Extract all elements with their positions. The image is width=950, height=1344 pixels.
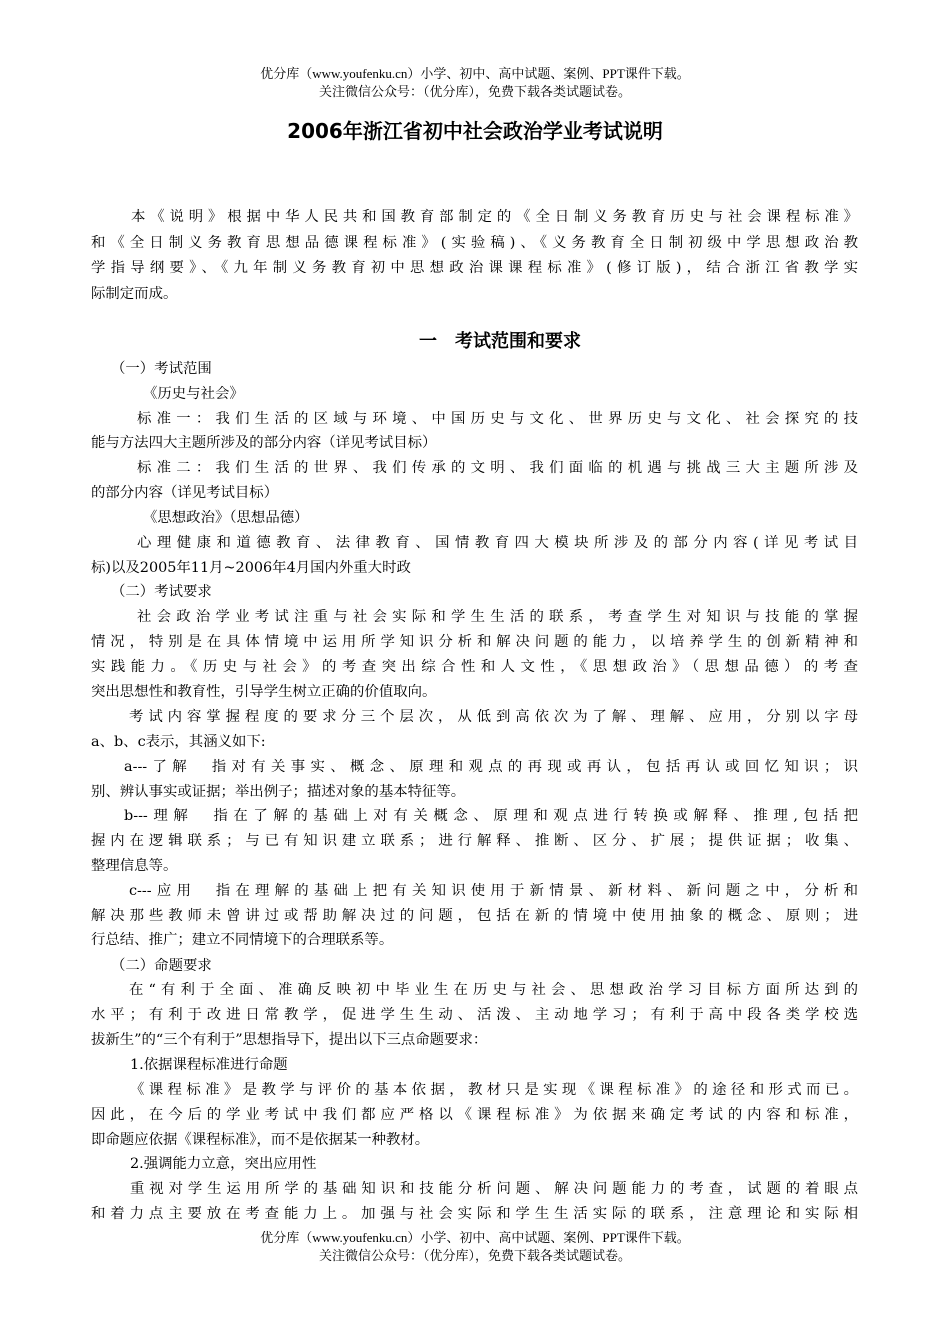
requirement-line: 情况，特别是在具体情境中运用所学知识分析和解决问题的能力，以培养学生的创新精神和 bbox=[91, 634, 858, 650]
header-line-2: 关注微信公众号：（优分库），免费下载各类试题试卷。 bbox=[318, 84, 631, 99]
level-b-line: b---理解 指在了解的基础上对有关概念、原理和观点进行转换或解释、推理,包括把 bbox=[124, 808, 858, 824]
item-title: 1.依据课程标准进行命题 bbox=[130, 1057, 288, 1073]
levels-line: 考试内容掌握程度的要求分三个层次，从低到高依次为了解、理解、应用，分别以字母 bbox=[129, 709, 858, 725]
level-c-line: 解决那些教师未曾讲过或帮助解决过的问题，包括在新的情境中使用抽象的概念、原则；进 bbox=[91, 908, 858, 924]
item-line: 《课程标准》是教学与评价的基本依据，教材只是实现《课程标准》的途径和形式而已。 bbox=[130, 1082, 858, 1098]
standard-line: 标准二：我们生活的世界、我们传承的文明、我们面临的机遇与挑战三大主题所涉及 bbox=[137, 460, 858, 476]
level-b-line: 握内在逻辑联系；与已有知识建立联系；进行解释、推断、区分、扩展；提供证据；收集、 bbox=[91, 833, 858, 849]
subsection-title: （一）考试范围 bbox=[111, 361, 212, 377]
politics-line: 心理健康和道德教育、法律教育、国情教育四大模块所涉及的部分内容(详见考试目 bbox=[137, 535, 858, 551]
requirement-line: 社会政治学业考试注重与社会实际和学生生活的联系，考查学生对知识与技能的掌握 bbox=[137, 609, 858, 625]
standard-line: 能与方法四大主题所涉及的部分内容（详见考试目标） bbox=[91, 435, 437, 451]
proposition-line: 拔新生”的“三个有利于”思想指导下，提出以下三点命题要求： bbox=[91, 1032, 488, 1048]
proposition-line: 在“有利于全面、准确反映初中毕业生在历史与社会、思想政治学习目标方面所达到的 bbox=[129, 982, 858, 998]
requirement-line: 实践能力。《历史与社会》的考查突出综合性和人文性，《思想政治》（思想品德）的考查 bbox=[91, 659, 858, 675]
levels-line: a、b、c表示，其涵义如下: bbox=[91, 734, 266, 750]
standard-line: 的部分内容（详见考试目标） bbox=[91, 485, 279, 501]
proposition-line: 水平；有利于改进日常教学，促进学生生动、活泼、主动地学习；有利于高中段各类学校选 bbox=[91, 1007, 858, 1023]
intro-line: 际制定而成。 bbox=[91, 286, 178, 302]
item-line: 即命题应依据《课程标准》，而不是依据某一种教材。 bbox=[91, 1132, 430, 1148]
item-title: 2.强调能力立意，突出应用性 bbox=[130, 1156, 317, 1172]
subsection-title: （二）考试要求 bbox=[111, 584, 212, 600]
level-a-line: a---了解 指对有关事实、概念、原理和观点的再现或再认，包括再认或回忆知识；识 bbox=[124, 759, 858, 775]
item-line: 因此，在今后的学业考试中我们都应严格以《课程标准》为依据来确定考试的内容和标准， bbox=[91, 1107, 858, 1123]
level-c-line: 行总结、推广；建立不同情境下的合理联系等。 bbox=[91, 932, 394, 948]
book-title: 《思想政治》（思想品德） bbox=[143, 510, 309, 526]
level-c-line: c---应用 指在理解的基础上把有关知识使用于新情景、新材料、新问题之中，分析和 bbox=[129, 883, 858, 899]
subsection-title: （二）命题要求 bbox=[111, 958, 212, 974]
level-b-line: 整理信息等。 bbox=[91, 858, 178, 874]
requirement-line: 突出思想性和教育性，引导学生树立正确的价值取向。 bbox=[91, 684, 437, 700]
intro-line: 本《说明》根据中华人民共和国教育部制定的《全日制义务教育历史与社会课程标准》 bbox=[131, 209, 858, 225]
section-title: 一 考试范围和要求 bbox=[419, 331, 581, 352]
level-a-line: 别、辨认事实或证据；举出例子；描述对象的基本特征等。 bbox=[91, 784, 466, 800]
footer-line-2: 关注微信公众号：（优分库），免费下载各类试题试卷。 bbox=[318, 1248, 631, 1263]
item-line: 重视对学生运用所学的基础知识和技能分析问题、解决问题能力的考查，试题的着眼点 bbox=[130, 1181, 858, 1197]
intro-line: 学指导纲要》、《九年制义务教育初中思想政治课课程标准》(修订版)，结合浙江省教学实 bbox=[91, 260, 858, 276]
document-title: 2006年浙江省初中社会政治学业考试说明 bbox=[287, 119, 663, 143]
politics-line: 标)以及2005年11月~2006年4月国内外重大时政 bbox=[91, 560, 411, 576]
intro-line: 和《全日制义务教育思想品德课程标准》(实验稿)、《义务教育全日制初级中学思想政治教 bbox=[91, 235, 858, 251]
item-line: 和着力点主要放在考查能力上。加强与社会实际和学生生活实际的联系，注意理论和实际相 bbox=[91, 1206, 858, 1222]
standard-line: 标准一：我们生活的区域与环境、中国历史与文化、世界历史与文化、社会探究的技 bbox=[137, 411, 858, 427]
header-line-1: 优分库（www.youfenku.cn）小学、初中、高中试题、案例、PPT课件下载。 bbox=[260, 66, 690, 81]
book-title: 《历史与社会》 bbox=[143, 386, 244, 402]
footer-line-1: 优分库（www.youfenku.cn）小学、初中、高中试题、案例、PPT课件下载。 bbox=[260, 1230, 690, 1245]
